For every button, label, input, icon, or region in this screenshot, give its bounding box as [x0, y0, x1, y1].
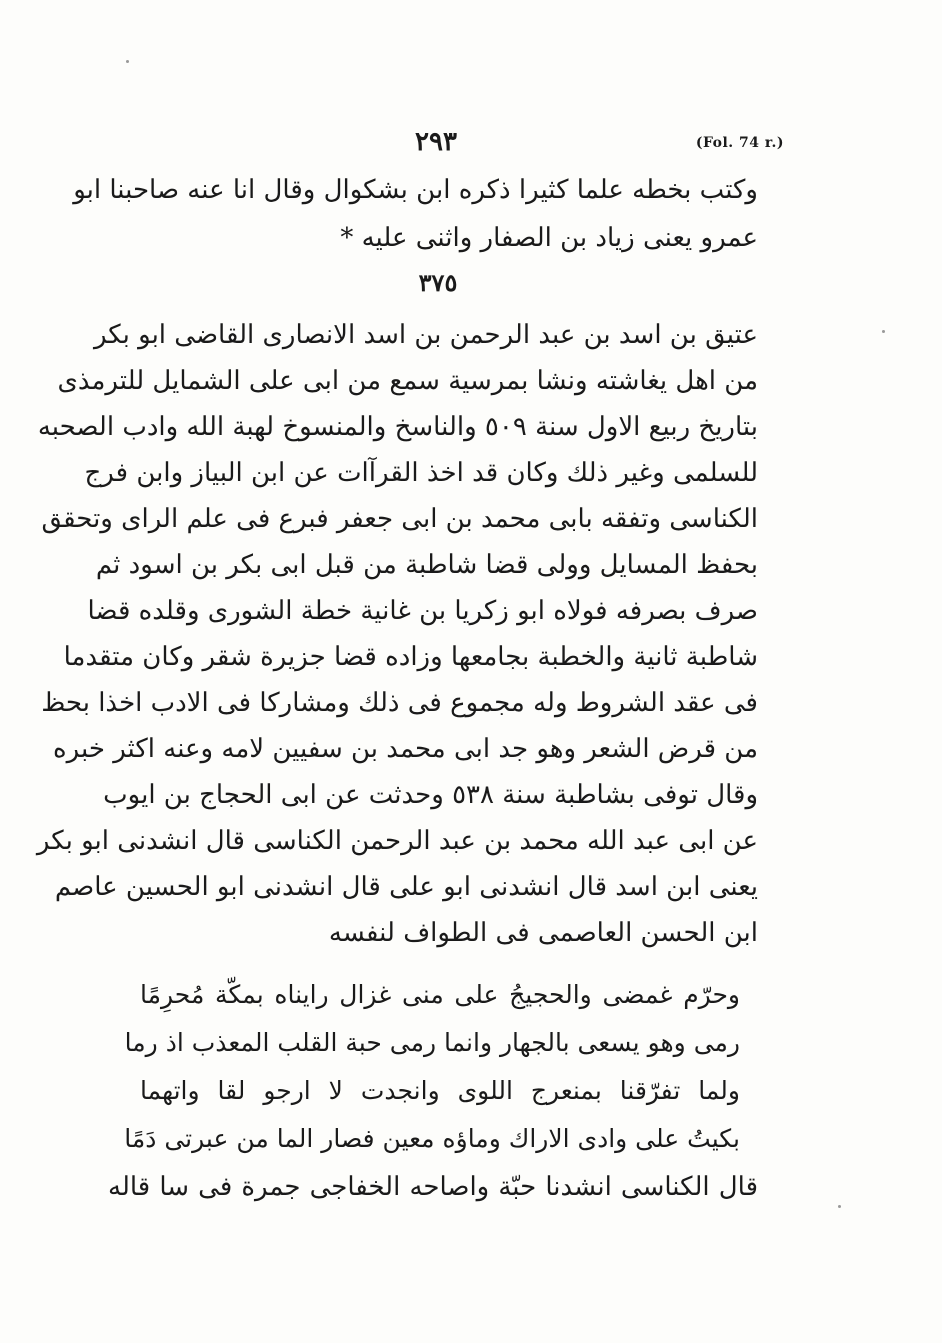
verse-line: بكيتُ على وادى الاراك وماؤه معين فصار الما من عبرتى دَمًا [124, 1124, 740, 1153]
text-line: بحفظ المسايل وولى قضا شاطبة من قبل ابى بكر بن اسود ثم [95, 550, 758, 580]
folio-reference: (Fol. 74 r.) [695, 135, 784, 151]
text-line: يعنى ابن اسد قال انشدنى ابو على قال انشدنى ابو الحسين عاصم [54, 872, 758, 902]
paper-speck [838, 1205, 841, 1208]
entry-paragraph [36, 313, 758, 973]
paper-speck [126, 60, 129, 63]
text-line: عتيق بن اسد بن عبد الرحمن بن اسد الانصارى القاضى ابو بكر [93, 320, 758, 350]
verse-line: رمى وهو يسعى بالجهار وانما رمى حبة القلب المعذب اذ رما [124, 1028, 740, 1057]
top-paragraph [73, 168, 758, 258]
text-line: عن ابى عبد الله محمد بن عبد الرحمن الكناسى قال انشدنى ابو بكر [36, 826, 758, 856]
text-line: وقال توفى بشاطبة سنة ٥٣٨ وحدثت عن ابى الحجاج بن ايوب [103, 780, 758, 810]
text-line: فى عقد الشروط وله مجموع فى ذلك ومشاركا فى الادب اخذا بحظ [41, 688, 758, 718]
text-line: من اهل يغاشته ونشا بمرسية سمع من ابى على الشمايل للترمذى [57, 366, 758, 396]
text-line: ابن الحسن العاصمى فى الطواف لنفسه [328, 918, 758, 948]
closing-paragraph [108, 1165, 758, 1211]
verse-line: وحرّم غمضى والحجيجُ على منى غزال رايناه بمكّة مُحرِمًا [140, 980, 740, 1009]
text-line: صرف بصرفه فولاه ابو زكريا بن غانية خطة الشورى وقلده قضا [87, 596, 758, 626]
entry-number: ٣٧٥ [418, 268, 458, 297]
verse-line: ولما تفرّقنا بمنعرج اللوى وانجدت لا ارجو لقا واتهما [140, 1076, 740, 1105]
page-number: ٢٩٣ [415, 127, 457, 157]
text-line: شاطبة ثانية والخطبة بجامعها وزاده قضا جزيرة شقر وكان متقدما [63, 642, 758, 672]
text-line: وكتب بخطه علما كثيرا ذكره ابن بشكوال وقال انا عنه صاحبنا ابو [73, 175, 758, 205]
poem-verses [124, 973, 740, 1163]
text-line: من قرض الشعر وهو جد ابى محمد بن سفيين لامه وعنه اكثر خبره [53, 734, 758, 764]
paper-speck [882, 330, 885, 333]
text-line: عمرو يعنى زياد بن الصفار واثنى عليه * [340, 223, 758, 253]
text-line: بتاريخ ربيع الاول سنة ٥٠٩ والناسخ والمنسوخ لهبة الله وادب الصحبه [37, 412, 758, 442]
text-line: للسلمى وغير ذلك وكان قد اخذ القرآات عن ابن البياز وابن فرج [84, 458, 758, 488]
text-line: قال الكناسى انشدنا حبّة واصاحه الخفاجى جمرة فى سا قاله [108, 1172, 758, 1202]
text-line: الكناسى وتفقه بابى محمد بن ابى جعفر فبرع فى علم الراى وتحقق [41, 504, 758, 534]
